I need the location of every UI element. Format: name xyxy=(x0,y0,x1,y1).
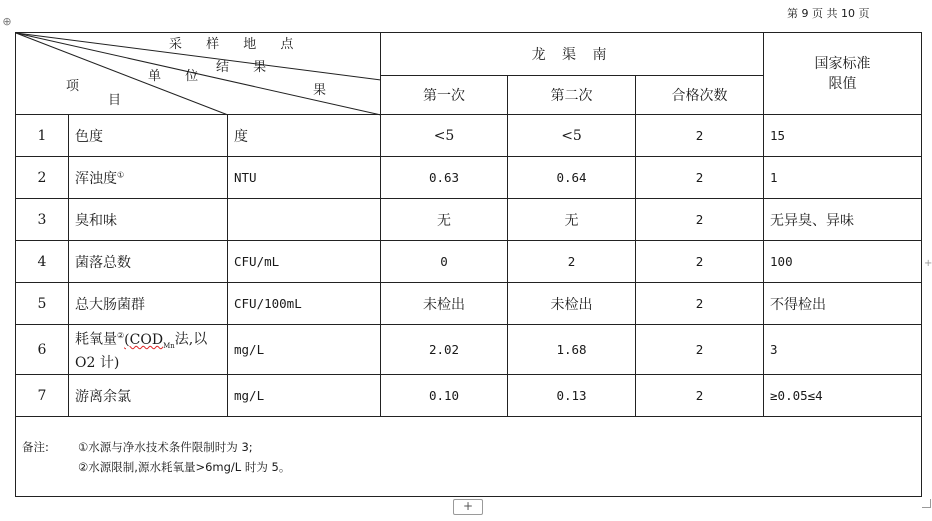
table-row xyxy=(16,283,922,325)
cell-limit: 15 xyxy=(764,115,922,157)
cell-no: 5 xyxy=(16,283,69,325)
cell-no: 2 xyxy=(16,157,69,199)
add-column-handle-icon[interactable]: + xyxy=(924,258,932,269)
cell-pass: 2 xyxy=(636,325,764,375)
table-move-handle-icon[interactable]: ⊕ xyxy=(2,15,12,28)
cell-item-line2: O2 计) xyxy=(75,354,120,371)
header-result-tail: 果 xyxy=(313,83,327,98)
header-first: 第一次 xyxy=(381,76,508,115)
table-row xyxy=(16,241,922,283)
diagonal-header-cell xyxy=(16,33,381,115)
cell-first: 0 xyxy=(381,241,508,283)
header-limit: 国家标准 限值 xyxy=(764,33,922,115)
cell-first: 无 xyxy=(381,199,508,241)
cell-item-text: 浑浊度 xyxy=(75,170,117,187)
table-row xyxy=(16,375,922,417)
cell-item-cod xyxy=(124,332,175,348)
header-location: 龙 渠 南 xyxy=(381,33,764,76)
cell-unit: CFU/100mL xyxy=(228,283,381,325)
cell-unit: mg/L xyxy=(228,375,381,417)
footnote-marker: ① xyxy=(117,169,125,179)
cell-item xyxy=(69,325,228,375)
header-item-tail: 目 xyxy=(108,93,122,108)
cell-no: 6 xyxy=(16,325,69,375)
cell-second: 0.13 xyxy=(508,375,636,417)
header-result: 结 果 xyxy=(216,60,277,75)
notes-row xyxy=(16,417,922,497)
cell-item: 臭和味 xyxy=(69,199,228,241)
cell-pass: 2 xyxy=(636,157,764,199)
cell-no: 4 xyxy=(16,241,69,283)
cell-no: 7 xyxy=(16,375,69,417)
cell-limit: 3 xyxy=(764,325,922,375)
cell-limit: 不得检出 xyxy=(764,283,922,325)
cell-pass: 2 xyxy=(636,241,764,283)
note-text-1: ①水源与净水技术条件限制时为 3; xyxy=(78,440,253,454)
cell-unit: NTU xyxy=(228,157,381,199)
cell-item-mid: (COD xyxy=(124,331,164,348)
cell-second: 未检出 xyxy=(508,283,636,325)
cell-no: 1 xyxy=(16,115,69,157)
cell-item: 游离余氯 xyxy=(69,375,228,417)
cell-first: 2.02 xyxy=(381,325,508,375)
cell-item: 色度 xyxy=(69,115,228,157)
cell-item-prefix: 耗氧量 xyxy=(75,331,117,348)
cell-first: 0.10 xyxy=(381,375,508,417)
cell-second: <5 xyxy=(508,115,636,157)
header-pass-count: 合格次数 xyxy=(636,76,764,115)
header-unit: 单 位 xyxy=(148,69,209,84)
table-row xyxy=(16,115,922,157)
water-quality-table xyxy=(15,32,922,497)
table-row xyxy=(16,199,922,241)
cell-item xyxy=(69,157,228,199)
note-text-2: ②水源限制,源水耗氧量>6mg/L 时为 5。 xyxy=(78,460,291,474)
cell-limit: 100 xyxy=(764,241,922,283)
notes-cell xyxy=(16,417,922,497)
cell-pass: 2 xyxy=(636,115,764,157)
note-line-2 xyxy=(22,457,911,477)
cell-unit: mg/L xyxy=(228,325,381,375)
page-indicator: 第 9 页 共 10 页 xyxy=(787,7,870,20)
cell-pass: 2 xyxy=(636,375,764,417)
table-row xyxy=(16,157,922,199)
note-line-1 xyxy=(22,437,911,457)
table-row xyxy=(16,325,922,375)
cell-item-suffix: 法,以 xyxy=(174,331,208,348)
cell-first: <5 xyxy=(381,115,508,157)
cell-pass: 2 xyxy=(636,283,764,325)
cell-limit: ≥0.05≤4 xyxy=(764,375,922,417)
cell-limit: 1 xyxy=(764,157,922,199)
cell-limit: 无异臭、异味 xyxy=(764,199,922,241)
notes-label: 备注: xyxy=(22,440,49,454)
cell-item: 菌落总数 xyxy=(69,241,228,283)
cell-no: 3 xyxy=(16,199,69,241)
cell-second: 无 xyxy=(508,199,636,241)
header-item: 项 xyxy=(66,79,80,94)
footnote-marker: ② xyxy=(117,331,125,341)
water-quality-table-container xyxy=(15,32,922,497)
cell-second: 0.64 xyxy=(508,157,636,199)
cell-pass: 2 xyxy=(636,199,764,241)
cell-unit: CFU/mL xyxy=(228,241,381,283)
table-resize-handle-icon[interactable] xyxy=(922,499,931,508)
add-row-button[interactable]: + xyxy=(453,499,483,515)
cell-second: 1.68 xyxy=(508,325,636,375)
cell-first: 未检出 xyxy=(381,283,508,325)
cell-first: 0.63 xyxy=(381,157,508,199)
header-row-top xyxy=(16,33,922,76)
cell-unit: 度 xyxy=(228,115,381,157)
cell-item-subscript: Mn xyxy=(163,341,175,350)
cell-unit xyxy=(228,199,381,241)
cell-second: 2 xyxy=(508,241,636,283)
header-second: 第二次 xyxy=(508,76,636,115)
cell-item: 总大肠菌群 xyxy=(69,283,228,325)
header-sampling-site: 采 样 地 点 xyxy=(169,37,304,52)
